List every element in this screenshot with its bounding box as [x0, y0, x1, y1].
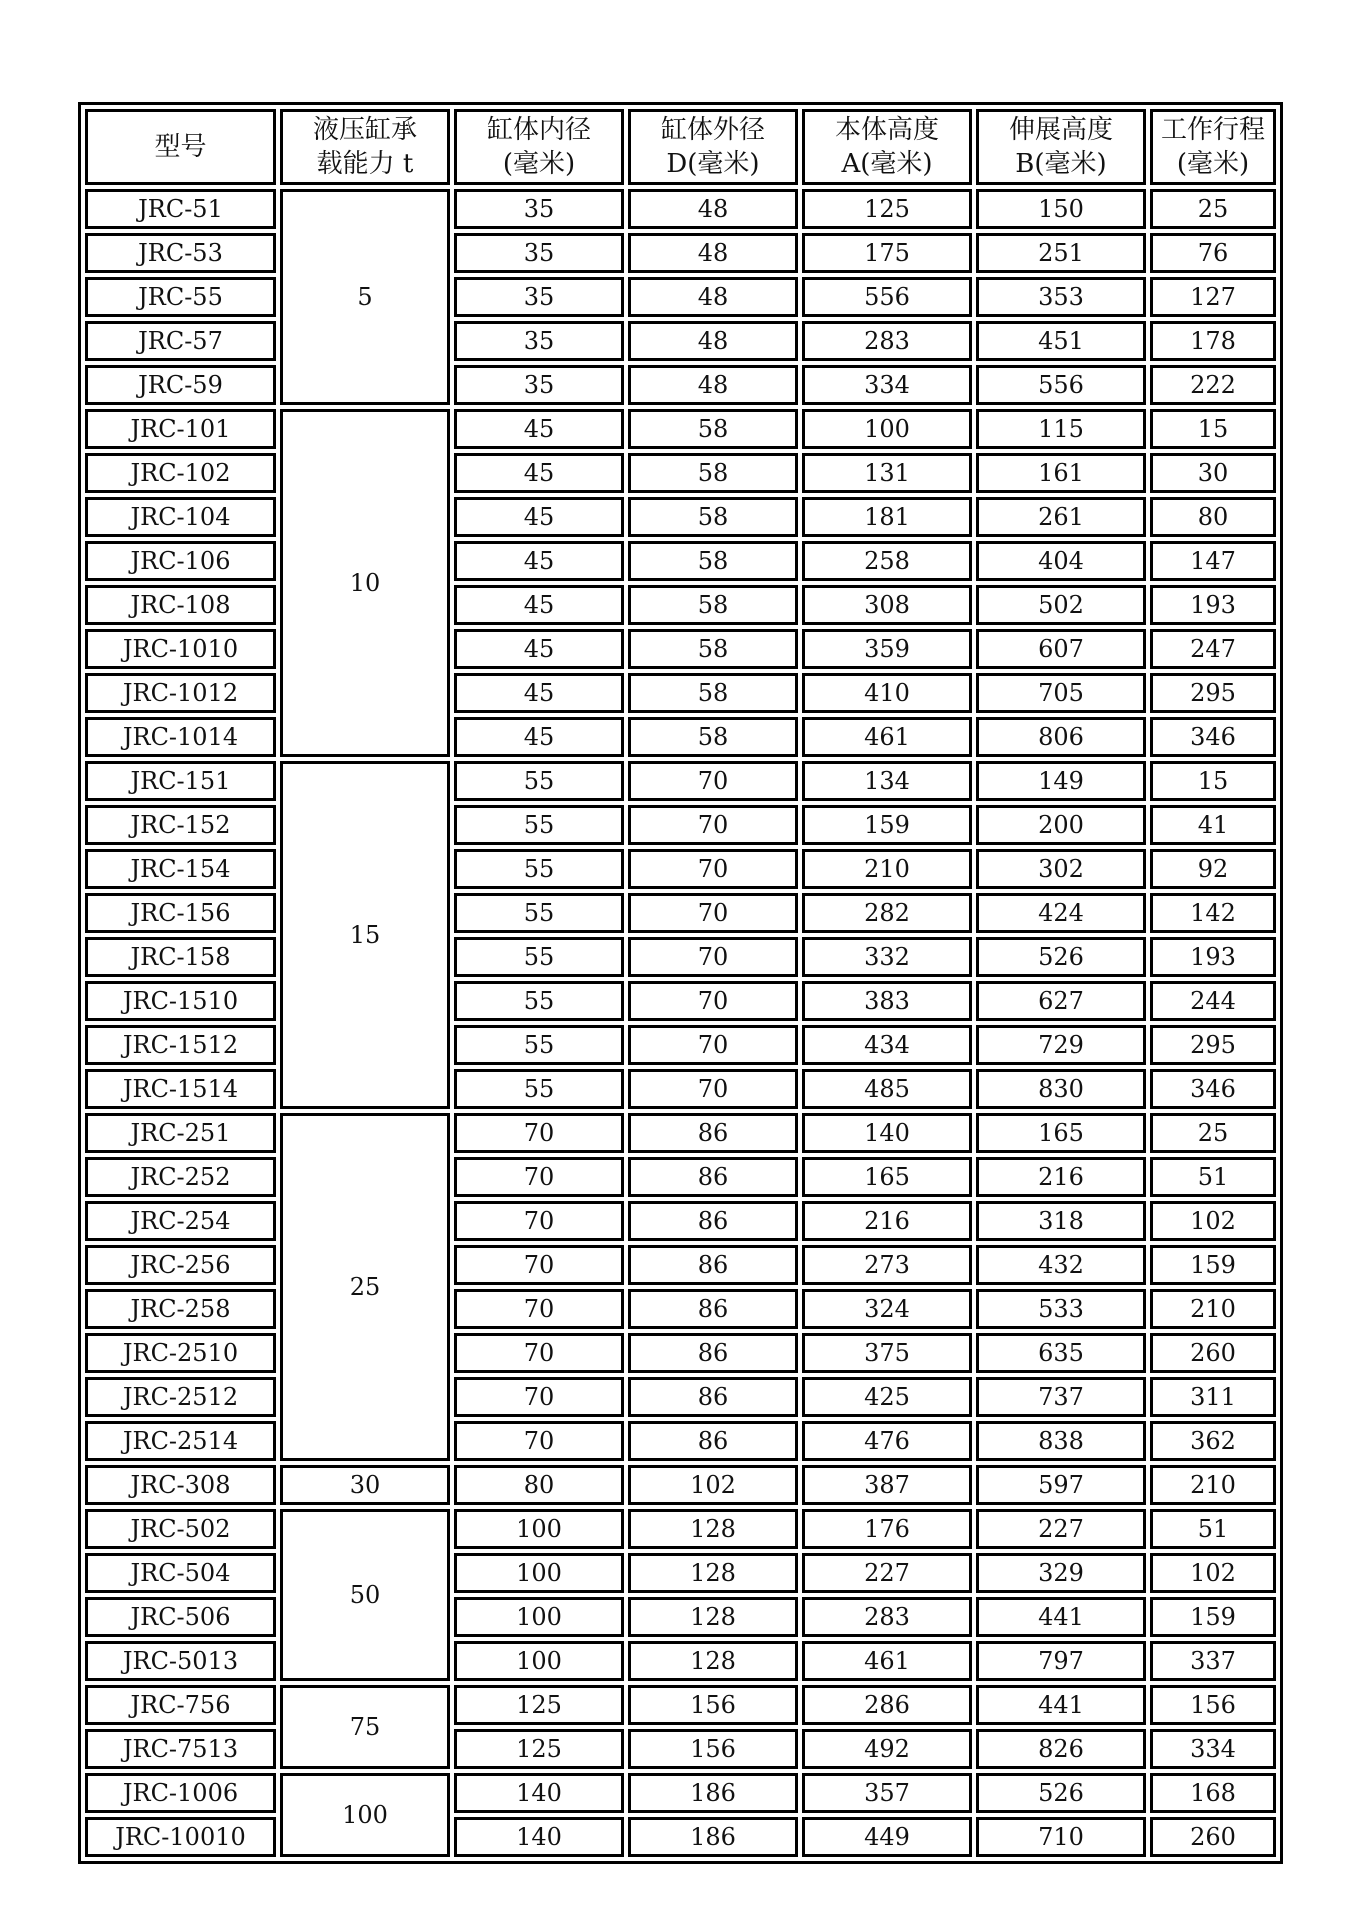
cell-body-height: 159: [802, 805, 972, 845]
cell-outer-diameter: 58: [628, 673, 798, 713]
table-row: [85, 1641, 1276, 1681]
cell-inner-diameter: 35: [454, 189, 624, 229]
header-outer-diameter-line2: D(毫米): [666, 149, 760, 179]
cell-outer-diameter: 58: [628, 409, 798, 449]
cell-inner-diameter: 55: [454, 937, 624, 977]
table-row: [85, 1421, 1276, 1461]
cell-extended-height: 261: [976, 497, 1146, 537]
cell-body-height: 461: [802, 1641, 972, 1681]
cell-inner-diameter: 70: [454, 1289, 624, 1329]
cell-model: JRC-7513: [85, 1729, 276, 1769]
cell-stroke: 210: [1150, 1289, 1276, 1329]
cell-capacity: 15: [280, 761, 450, 1109]
cell-body-height: 140: [802, 1113, 972, 1153]
cell-extended-height: 424: [976, 893, 1146, 933]
cell-model: JRC-1012: [85, 673, 276, 713]
cell-stroke: 15: [1150, 761, 1276, 801]
cell-model: JRC-59: [85, 365, 276, 405]
cell-inner-diameter: 55: [454, 805, 624, 845]
cell-body-height: 165: [802, 1157, 972, 1197]
table-row: [85, 497, 1276, 537]
cell-outer-diameter: 86: [628, 1245, 798, 1285]
cell-body-height: 282: [802, 893, 972, 933]
cell-model: JRC-506: [85, 1597, 276, 1637]
cell-body-height: 181: [802, 497, 972, 537]
cell-inner-diameter: 80: [454, 1465, 624, 1505]
cell-body-height: 461: [802, 717, 972, 757]
cell-extended-height: 607: [976, 629, 1146, 669]
cell-extended-height: 502: [976, 585, 1146, 625]
cell-inner-diameter: 70: [454, 1245, 624, 1285]
spec-table-container: [78, 102, 1283, 1864]
cell-inner-diameter: 140: [454, 1817, 624, 1857]
table-row: [85, 629, 1276, 669]
table-row: [85, 761, 1276, 801]
cell-inner-diameter: 140: [454, 1773, 624, 1813]
cell-model: JRC-108: [85, 585, 276, 625]
table-row: [85, 981, 1276, 1021]
header-inner-diameter-line1: 缸体内径: [486, 115, 591, 145]
cell-body-height: 434: [802, 1025, 972, 1065]
header-inner-diameter-line2: (毫米): [502, 149, 576, 179]
cell-capacity: 10: [280, 409, 450, 757]
cell-extended-height: 404: [976, 541, 1146, 581]
cell-model: JRC-1006: [85, 1773, 276, 1813]
cell-outer-diameter: 128: [628, 1509, 798, 1549]
cell-extended-height: 710: [976, 1817, 1146, 1857]
cell-body-height: 134: [802, 761, 972, 801]
table-row: [85, 1025, 1276, 1065]
cell-stroke: 51: [1150, 1157, 1276, 1197]
cell-outer-diameter: 102: [628, 1465, 798, 1505]
cell-stroke: 247: [1150, 629, 1276, 669]
cell-inner-diameter: 100: [454, 1509, 624, 1549]
cell-model: JRC-1514: [85, 1069, 276, 1109]
cell-body-height: 258: [802, 541, 972, 581]
cell-outer-diameter: 58: [628, 453, 798, 493]
cell-outer-diameter: 86: [628, 1333, 798, 1373]
cell-outer-diameter: 86: [628, 1377, 798, 1417]
cell-inner-diameter: 125: [454, 1685, 624, 1725]
table-row: [85, 189, 1276, 229]
cell-stroke: 102: [1150, 1201, 1276, 1241]
cell-stroke: 295: [1150, 1025, 1276, 1065]
table-row: [85, 673, 1276, 713]
cell-model: JRC-102: [85, 453, 276, 493]
cell-outer-diameter: 58: [628, 717, 798, 757]
cell-inner-diameter: 45: [454, 673, 624, 713]
cell-extended-height: 737: [976, 1377, 1146, 1417]
table-row: [85, 1289, 1276, 1329]
table-row: [85, 233, 1276, 273]
cell-model: JRC-1014: [85, 717, 276, 757]
cell-extended-height: 533: [976, 1289, 1146, 1329]
cell-stroke: 337: [1150, 1641, 1276, 1681]
cell-model: JRC-10010: [85, 1817, 276, 1857]
cell-extended-height: 115: [976, 409, 1146, 449]
header-stroke: [1150, 109, 1276, 185]
table-row: [85, 409, 1276, 449]
cell-extended-height: 200: [976, 805, 1146, 845]
cell-stroke: 147: [1150, 541, 1276, 581]
cell-outer-diameter: 48: [628, 189, 798, 229]
cell-extended-height: 635: [976, 1333, 1146, 1373]
cell-inner-diameter: 35: [454, 365, 624, 405]
cell-stroke: 102: [1150, 1553, 1276, 1593]
cell-extended-height: 329: [976, 1553, 1146, 1593]
header-extended-height-line2: B(毫米): [1015, 149, 1107, 179]
table-row: [85, 1729, 1276, 1769]
table-row: [85, 1069, 1276, 1109]
table-row: [85, 1113, 1276, 1153]
cell-inner-diameter: 55: [454, 1025, 624, 1065]
cell-stroke: 25: [1150, 189, 1276, 229]
cell-extended-height: 797: [976, 1641, 1146, 1681]
table-body: [85, 189, 1276, 1857]
cell-extended-height: 830: [976, 1069, 1146, 1109]
cell-body-height: 485: [802, 1069, 972, 1109]
cell-body-height: 383: [802, 981, 972, 1021]
cell-model: JRC-101: [85, 409, 276, 449]
table-row: [85, 585, 1276, 625]
cell-stroke: 346: [1150, 717, 1276, 757]
table-row: [85, 1157, 1276, 1197]
cell-inner-diameter: 125: [454, 1729, 624, 1769]
cell-stroke: 76: [1150, 233, 1276, 273]
table-row: [85, 717, 1276, 757]
cell-outer-diameter: 70: [628, 981, 798, 1021]
table-row: [85, 805, 1276, 845]
cell-model: JRC-1010: [85, 629, 276, 669]
cell-body-height: 425: [802, 1377, 972, 1417]
header-extended-height: [976, 109, 1146, 185]
header-body-height-line2: A(毫米): [841, 149, 933, 179]
cell-outer-diameter: 86: [628, 1421, 798, 1461]
cell-inner-diameter: 45: [454, 453, 624, 493]
cell-extended-height: 318: [976, 1201, 1146, 1241]
cell-inner-diameter: 55: [454, 1069, 624, 1109]
cell-extended-height: 838: [976, 1421, 1146, 1461]
cell-extended-height: 705: [976, 673, 1146, 713]
cell-inner-diameter: 100: [454, 1597, 624, 1637]
header-model: [85, 109, 276, 185]
table-row: [85, 1597, 1276, 1637]
cell-capacity: 50: [280, 1509, 450, 1681]
cell-body-height: 125: [802, 189, 972, 229]
cell-extended-height: 451: [976, 321, 1146, 361]
cell-extended-height: 149: [976, 761, 1146, 801]
cell-inner-diameter: 45: [454, 585, 624, 625]
cell-extended-height: 353: [976, 277, 1146, 317]
cell-model: JRC-504: [85, 1553, 276, 1593]
cell-body-height: 324: [802, 1289, 972, 1329]
cell-extended-height: 826: [976, 1729, 1146, 1769]
table-row: [85, 1773, 1276, 1813]
cell-inner-diameter: 35: [454, 277, 624, 317]
cell-stroke: 222: [1150, 365, 1276, 405]
table-row: [85, 321, 1276, 361]
cell-outer-diameter: 48: [628, 233, 798, 273]
cell-body-height: 210: [802, 849, 972, 889]
cell-outer-diameter: 128: [628, 1553, 798, 1593]
table-row: [85, 365, 1276, 405]
hydraulic-cylinder-spec-table: [78, 102, 1283, 1864]
cell-stroke: 260: [1150, 1333, 1276, 1373]
cell-extended-height: 627: [976, 981, 1146, 1021]
cell-stroke: 127: [1150, 277, 1276, 317]
cell-model: JRC-151: [85, 761, 276, 801]
cell-extended-height: 216: [976, 1157, 1146, 1197]
cell-extended-height: 806: [976, 717, 1146, 757]
cell-extended-height: 161: [976, 453, 1146, 493]
cell-model: JRC-1512: [85, 1025, 276, 1065]
cell-outer-diameter: 70: [628, 761, 798, 801]
cell-stroke: 41: [1150, 805, 1276, 845]
cell-extended-height: 165: [976, 1113, 1146, 1153]
table-row: [85, 1553, 1276, 1593]
cell-extended-height: 597: [976, 1465, 1146, 1505]
cell-extended-height: 556: [976, 365, 1146, 405]
cell-body-height: 332: [802, 937, 972, 977]
cell-body-height: 100: [802, 409, 972, 449]
cell-extended-height: 441: [976, 1597, 1146, 1637]
cell-outer-diameter: 86: [628, 1289, 798, 1329]
cell-body-height: 286: [802, 1685, 972, 1725]
cell-body-height: 449: [802, 1817, 972, 1857]
cell-inner-diameter: 70: [454, 1157, 624, 1197]
cell-inner-diameter: 45: [454, 717, 624, 757]
cell-inner-diameter: 55: [454, 761, 624, 801]
cell-stroke: 159: [1150, 1597, 1276, 1637]
table-row: [85, 1333, 1276, 1373]
header-stroke-line1: 工作行程: [1160, 115, 1265, 145]
cell-body-height: 556: [802, 277, 972, 317]
cell-stroke: 159: [1150, 1245, 1276, 1285]
cell-stroke: 193: [1150, 937, 1276, 977]
cell-outer-diameter: 70: [628, 1025, 798, 1065]
cell-body-height: 359: [802, 629, 972, 669]
table-row: [85, 937, 1276, 977]
cell-extended-height: 432: [976, 1245, 1146, 1285]
table-row: [85, 1465, 1276, 1505]
cell-inner-diameter: 70: [454, 1421, 624, 1461]
cell-model: JRC-2512: [85, 1377, 276, 1417]
cell-inner-diameter: 100: [454, 1641, 624, 1681]
cell-inner-diameter: 70: [454, 1113, 624, 1153]
cell-extended-height: 227: [976, 1509, 1146, 1549]
cell-body-height: 357: [802, 1773, 972, 1813]
table-row: [85, 1509, 1276, 1549]
cell-body-height: 476: [802, 1421, 972, 1461]
cell-inner-diameter: 45: [454, 541, 624, 581]
cell-outer-diameter: 48: [628, 277, 798, 317]
cell-inner-diameter: 35: [454, 233, 624, 273]
cell-stroke: 295: [1150, 673, 1276, 713]
cell-capacity: 30: [280, 1465, 450, 1505]
cell-extended-height: 251: [976, 233, 1146, 273]
cell-inner-diameter: 100: [454, 1553, 624, 1593]
cell-outer-diameter: 58: [628, 497, 798, 537]
table-row: [85, 453, 1276, 493]
cell-body-height: 283: [802, 321, 972, 361]
cell-outer-diameter: 58: [628, 541, 798, 581]
header-inner-diameter: [454, 109, 624, 185]
cell-model: JRC-502: [85, 1509, 276, 1549]
cell-outer-diameter: 86: [628, 1157, 798, 1197]
cell-stroke: 210: [1150, 1465, 1276, 1505]
cell-model: JRC-106: [85, 541, 276, 581]
cell-model: JRC-258: [85, 1289, 276, 1329]
header-capacity-line1: 液压缸承: [312, 115, 417, 145]
cell-outer-diameter: 156: [628, 1685, 798, 1725]
cell-stroke: 193: [1150, 585, 1276, 625]
cell-extended-height: 302: [976, 849, 1146, 889]
cell-outer-diameter: 156: [628, 1729, 798, 1769]
header-outer-diameter-line1: 缸体外径: [660, 115, 765, 145]
cell-extended-height: 526: [976, 1773, 1146, 1813]
table-row: [85, 1201, 1276, 1241]
header-stroke-line2: (毫米): [1176, 149, 1250, 179]
header-capacity: [280, 109, 450, 185]
cell-model: JRC-158: [85, 937, 276, 977]
cell-outer-diameter: 70: [628, 805, 798, 845]
cell-model: JRC-55: [85, 277, 276, 317]
table-row: [85, 849, 1276, 889]
cell-body-height: 375: [802, 1333, 972, 1373]
header-body-height-line1: 本体高度: [834, 115, 939, 145]
cell-stroke: 15: [1150, 409, 1276, 449]
cell-stroke: 156: [1150, 1685, 1276, 1725]
cell-stroke: 178: [1150, 321, 1276, 361]
cell-inner-diameter: 70: [454, 1201, 624, 1241]
cell-outer-diameter: 70: [628, 1069, 798, 1109]
cell-outer-diameter: 48: [628, 321, 798, 361]
cell-stroke: 334: [1150, 1729, 1276, 1769]
cell-outer-diameter: 86: [628, 1113, 798, 1153]
cell-body-height: 308: [802, 585, 972, 625]
cell-model: JRC-152: [85, 805, 276, 845]
cell-body-height: 216: [802, 1201, 972, 1241]
cell-outer-diameter: 86: [628, 1201, 798, 1241]
cell-inner-diameter: 55: [454, 981, 624, 1021]
cell-model: JRC-5013: [85, 1641, 276, 1681]
cell-capacity: 25: [280, 1113, 450, 1461]
cell-body-height: 131: [802, 453, 972, 493]
table-row: [85, 277, 1276, 317]
cell-capacity: 5: [280, 189, 450, 405]
cell-stroke: 168: [1150, 1773, 1276, 1813]
header-row: [85, 109, 1276, 185]
cell-extended-height: 729: [976, 1025, 1146, 1065]
cell-outer-diameter: 128: [628, 1597, 798, 1637]
table-row: [85, 893, 1276, 933]
cell-model: JRC-756: [85, 1685, 276, 1725]
cell-model: JRC-254: [85, 1201, 276, 1241]
cell-extended-height: 441: [976, 1685, 1146, 1725]
cell-stroke: 260: [1150, 1817, 1276, 1857]
cell-stroke: 25: [1150, 1113, 1276, 1153]
cell-inner-diameter: 55: [454, 849, 624, 889]
header-model-line1: 型号: [154, 132, 207, 162]
table-header: [85, 109, 1276, 185]
cell-model: JRC-2510: [85, 1333, 276, 1373]
table-row: [85, 1817, 1276, 1857]
cell-model: JRC-51: [85, 189, 276, 229]
cell-capacity: 75: [280, 1685, 450, 1769]
cell-outer-diameter: 128: [628, 1641, 798, 1681]
cell-body-height: 176: [802, 1509, 972, 1549]
cell-outer-diameter: 70: [628, 849, 798, 889]
table-row: [85, 541, 1276, 581]
cell-outer-diameter: 70: [628, 893, 798, 933]
cell-inner-diameter: 70: [454, 1333, 624, 1373]
cell-stroke: 80: [1150, 497, 1276, 537]
cell-outer-diameter: 48: [628, 365, 798, 405]
cell-stroke: 92: [1150, 849, 1276, 889]
cell-model: JRC-308: [85, 1465, 276, 1505]
cell-outer-diameter: 70: [628, 937, 798, 977]
header-outer-diameter: [628, 109, 798, 185]
cell-model: JRC-154: [85, 849, 276, 889]
cell-model: JRC-2514: [85, 1421, 276, 1461]
cell-stroke: 311: [1150, 1377, 1276, 1417]
header-body-height: [802, 109, 972, 185]
cell-model: JRC-256: [85, 1245, 276, 1285]
cell-stroke: 30: [1150, 453, 1276, 493]
cell-outer-diameter: 58: [628, 585, 798, 625]
cell-model: JRC-53: [85, 233, 276, 273]
cell-inner-diameter: 45: [454, 497, 624, 537]
cell-model: JRC-156: [85, 893, 276, 933]
cell-stroke: 346: [1150, 1069, 1276, 1109]
cell-inner-diameter: 35: [454, 321, 624, 361]
cell-stroke: 362: [1150, 1421, 1276, 1461]
cell-outer-diameter: 58: [628, 629, 798, 669]
cell-model: JRC-1510: [85, 981, 276, 1021]
cell-body-height: 273: [802, 1245, 972, 1285]
cell-inner-diameter: 45: [454, 409, 624, 449]
cell-extended-height: 150: [976, 189, 1146, 229]
cell-extended-height: 526: [976, 937, 1146, 977]
table-row: [85, 1685, 1276, 1725]
table-row: [85, 1245, 1276, 1285]
cell-body-height: 410: [802, 673, 972, 713]
cell-model: JRC-57: [85, 321, 276, 361]
cell-body-height: 227: [802, 1553, 972, 1593]
cell-stroke: 244: [1150, 981, 1276, 1021]
header-extended-height-line1: 伸展高度: [1008, 115, 1113, 145]
cell-body-height: 175: [802, 233, 972, 273]
cell-body-height: 283: [802, 1597, 972, 1637]
cell-body-height: 492: [802, 1729, 972, 1769]
header-capacity-line2: 载能力 t: [316, 149, 414, 179]
cell-body-height: 387: [802, 1465, 972, 1505]
cell-model: JRC-104: [85, 497, 276, 537]
cell-outer-diameter: 186: [628, 1817, 798, 1857]
cell-outer-diameter: 186: [628, 1773, 798, 1813]
cell-inner-diameter: 70: [454, 1377, 624, 1417]
cell-stroke: 51: [1150, 1509, 1276, 1549]
cell-inner-diameter: 45: [454, 629, 624, 669]
table-row: [85, 1377, 1276, 1417]
cell-inner-diameter: 55: [454, 893, 624, 933]
cell-body-height: 334: [802, 365, 972, 405]
cell-model: JRC-251: [85, 1113, 276, 1153]
cell-capacity: 100: [280, 1773, 450, 1857]
cell-stroke: 142: [1150, 893, 1276, 933]
cell-model: JRC-252: [85, 1157, 276, 1197]
